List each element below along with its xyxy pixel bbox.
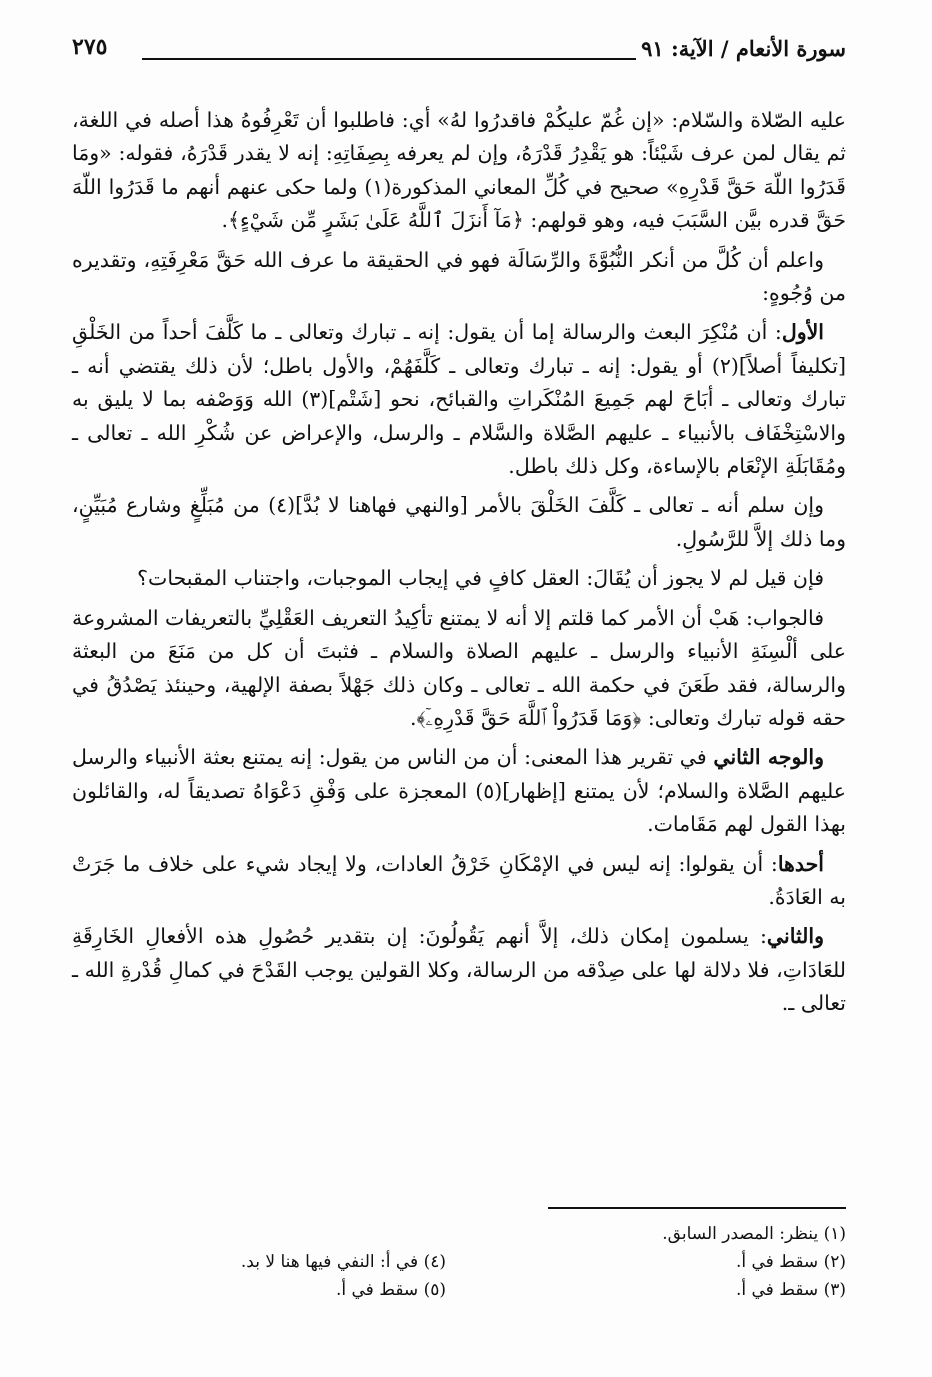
footnote-column-left bbox=[72, 1248, 446, 1304]
footnote: (٥) سقط في أ. bbox=[335, 1280, 446, 1300]
paragraph: أحدها: أن يقولوا: إنه ليس في الإمْكَانِ خَرْقُ العادات، ولا إيجاد شيء على خلاف ما جَرَتْ به العَادَةُ. bbox=[72, 851, 846, 909]
footnote: (٤) في أ: النفي فيها هنا لا بد. bbox=[240, 1252, 446, 1272]
paragraph-lead: الأول bbox=[781, 320, 824, 345]
paragraph-lead: أحدها bbox=[777, 851, 824, 876]
footnote: (٢) سقط في أ. bbox=[735, 1252, 846, 1272]
footnote: (٣) سقط في أ. bbox=[735, 1280, 846, 1300]
paragraph: وإن سلم أنه ـ تعالى ـ كَلَّفَ الخَلْقَ بالأمر [والنهي فهاهنا لا بُدَّ](٤) من مُبَلِّغٍ وشارع مُبَيِّنٍ، وما ذلك إلاَّ للرَّسُولِ. bbox=[72, 493, 846, 551]
paragraph: الأول: أن مُنْكِرَ البعث والرسالة إما أن يقول: إنه ـ تبارك وتعالى ـ ما كَلَّفَ أحداً من الخَلْقِ [تكليفاً أصلاً](٢) أو يقول: إنه ـ تبارك وتعالى ـ كَلَّفَهُمْ، والأول باطل؛ لأن ذلك يقتضي أنه ـ تبارك وتعالى ـ أبَاحَ لهم جَمِيعَ المُنْكَراتِ والقبائح، نحو [شَتْم](٣) الله وَوَصْفه بما لا يليق به والاسْتِخْفَاف بالأنبياء ـ عليهم الصَّلاة والسَّلام ـ والرسل، والإعراض عن شُكْرِ الله ـ تعالى ـ ومُقَابَلَةِ الإنْعَام بالإساءة، وكل ذلك باطل. bbox=[72, 320, 846, 479]
paragraph: فإن قيل لم لا يجوز أن يُقَالَ: العقل كافٍ في إيجاب الموجبات، واجتناب المقبحات؟ bbox=[137, 566, 824, 591]
paragraph: والثاني: يسلمون إمكان ذلك، إلاَّ أنهم يَقُولُونَ: إن بتقدير حُصُولِ هذه الأفعالِ الخَارِقَةِ للعَادَاتِ، فلا دلالة لها على صِدْقه من الرسالة، وكلا القولين يوجب القَدْحَ في كمالِ قُدْرةِ الله ـ تعالى ـ. bbox=[72, 924, 846, 1016]
paragraph: واعلم أن كُلَّ من أنكر النُّبُوَّةَ والرِّسَالَة فهو في الحقيقة ما عرف الله حَقَّ مَعْرِفَتِهِ، وتقديره من وُجُوهٍ: bbox=[72, 247, 846, 306]
footnote-column-right bbox=[526, 1220, 846, 1304]
paragraph-lead: والثاني bbox=[766, 924, 824, 949]
surah-title: سورة الأنعام / الآية: ٩١ bbox=[641, 36, 846, 61]
header-rule bbox=[142, 58, 636, 60]
page-number: ٢٧٥ bbox=[72, 34, 108, 60]
paragraph-lead: والوجه الثاني bbox=[713, 745, 824, 770]
main-text bbox=[72, 104, 846, 1027]
paragraph: عليه الصّلاة والسّلام: «إن غُمّ عليكُمْ فاقدرُوا لهُ» أي: فاطلبوا أن تَعْرِفُوهُ هذا أصله في اللغة، ثم يقال لمن عرف شَيْئاً: هو يَقْدِرُ قَدْرَهُ، وإن لم يعرفه بِصِفَاتِهِ: إنه لا يقدر قَدْرَهُ، فقوله: «ومَا قَدَرُوا اللّهَ حَقَّ قَدْرِهِ» صحيح في كُلِّ المعاني المذكورة(١) ولما حكى عنهم أنهم ما قَدَرُوا اللّهَ حَقَّ قدره بيَّن السَّبَبَ فيه، وهو قولهم: ﴿مَآ أَنزَلَ ٱللَّهُ عَلَىٰ بَشَرٍ مِّن شَيْءٍ﴾. bbox=[72, 108, 846, 233]
footnote: (١) ينظر: المصدر السابق. bbox=[662, 1224, 846, 1244]
paragraph: والوجه الثاني في تقرير هذا المعنى: أن من الناس من يقول: إنه يمتنع بعثة الأنبياء والرسل عليهم الصَّلاة والسلام؛ لأن يمتنع [إظهار](٥) المعجزة على وَفْقِ دَعْوَاهُ تصديقاً له، والقائلون بهذا القول لهم مَقَامات. bbox=[72, 745, 846, 837]
footnote-rule bbox=[548, 1207, 846, 1209]
page-header bbox=[72, 34, 846, 74]
paragraph: فالجواب: هَبْ أن الأمر كما قلتم إلا أنه لا يمتنع تأكِيدُ التعريف العَقْلِيِّ بالتعريفات المشروعة على ألْسِنَةِ الأنبياء والرسل ـ عليهم الصلاة والسلام ـ فثبتَ أن كل من مَنَعَ من البعثة والرسالة، فقد طَعَنَ في حكمة الله ـ تعالى ـ وكان ذلك جَهْلاً بصفة الإلهية، وحينئذ يَصْدُقُ في حقه قوله تبارك وتعالى: ﴿وَمَا قَدَرُواْ ٱللَّهَ حَقَّ قَدْرِهِۦٓ﴾. bbox=[72, 605, 846, 730]
